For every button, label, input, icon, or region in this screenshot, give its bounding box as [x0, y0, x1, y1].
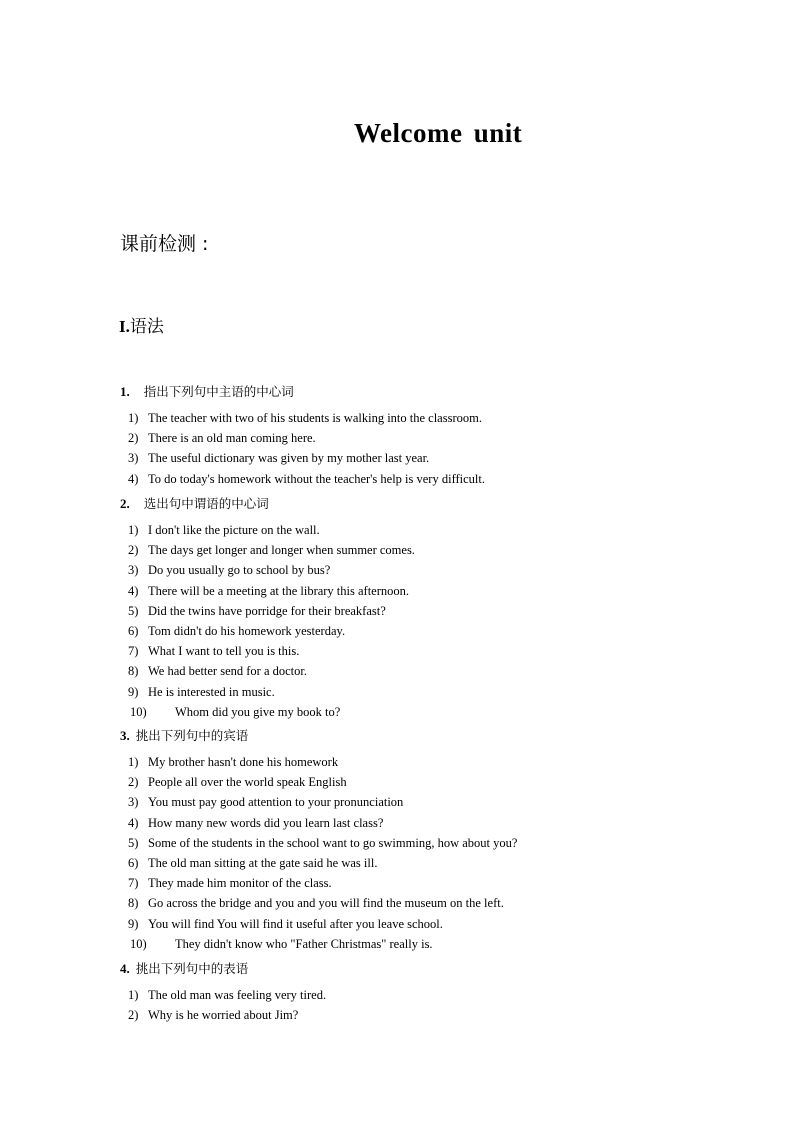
item-text: The useful dictionary was given by my mother last year.: [148, 451, 430, 466]
grammar-heading: [119, 312, 164, 337]
item-number: 2): [128, 775, 139, 790]
item-number: 2): [128, 543, 139, 558]
item-text: They made him monitor of the class.: [148, 876, 332, 891]
item-number: 10): [130, 704, 147, 719]
item-text: There is an old man coming here.: [148, 431, 316, 446]
question-list: [120, 985, 326, 1025]
list-item: [120, 772, 517, 792]
list-item: [120, 540, 415, 560]
section-number: 1.: [120, 384, 130, 399]
list-item: [120, 934, 517, 954]
item-text: The days get longer and longer when summer comes.: [148, 543, 415, 558]
section-2: [120, 494, 415, 722]
grammar-heading-label: 语法: [129, 317, 164, 337]
item-number: 4): [128, 471, 139, 486]
section-number: 2.: [120, 496, 130, 511]
section-number: 3.: [120, 728, 130, 743]
item-text: How many new words did you learn last class?: [148, 815, 384, 830]
item-text: Go across the bridge and you and you will find the museum on the left.: [148, 896, 504, 911]
section-label: 挑出下列句中的表语: [135, 961, 249, 976]
section-label: 挑出下列句中的宾语: [135, 728, 249, 743]
question-list: [120, 752, 517, 954]
list-item: [120, 469, 485, 489]
item-number: 2): [128, 431, 139, 446]
item-text: Why is he worried about Jim?: [148, 1008, 299, 1023]
item-number: 1): [128, 755, 139, 769]
item-number: 8): [128, 896, 139, 911]
item-text: I don't like the picture on the wall.: [148, 523, 320, 537]
section-heading: [120, 382, 485, 402]
item-text: People all over the world speak English: [148, 775, 347, 790]
page-title: Welcome unit: [354, 118, 523, 148]
question-list: [120, 520, 415, 722]
item-text: You must pay good attention to your pronunciation: [148, 795, 404, 810]
item-number: 3): [128, 451, 139, 466]
section-heading: [120, 959, 326, 979]
item-text: The old man was feeling very tired.: [148, 988, 327, 1002]
item-number: 2): [128, 1008, 139, 1023]
item-text: What I want to tell you is this.: [148, 644, 300, 659]
section-label: 指出下列句中主语的中心词: [143, 384, 294, 399]
section-4: [120, 959, 326, 1025]
list-item: [120, 833, 517, 853]
item-number: 4): [128, 583, 139, 598]
question-list: [120, 408, 485, 489]
item-number: 1): [128, 411, 139, 425]
item-number: 9): [128, 684, 139, 699]
list-item: [120, 752, 517, 772]
section-heading: [120, 494, 415, 514]
list-item: [120, 520, 415, 540]
list-item: [120, 621, 415, 641]
list-item: [120, 581, 415, 601]
list-item: [120, 682, 415, 702]
item-text: The teacher with two of his students is walking into the classroom.: [148, 411, 482, 425]
item-text: Some of the students in the school want to go swimming, how about you?: [148, 835, 518, 850]
section-number: 4.: [120, 961, 130, 976]
item-text: You will find You will find it useful after you leave school.: [148, 916, 443, 931]
list-item: [120, 1005, 326, 1025]
list-item: [120, 408, 485, 428]
item-number: 1): [128, 988, 139, 1002]
item-text: Tom didn't do his homework yesterday.: [148, 623, 346, 638]
list-item: [120, 792, 517, 812]
item-number: 5): [128, 835, 139, 850]
item-number: 10): [130, 936, 147, 951]
item-text: They didn't know who "Father Christmas" really is.: [175, 936, 433, 951]
list-item: [120, 985, 326, 1005]
item-text: Whom did you give my book to?: [175, 704, 341, 719]
list-item: [120, 601, 415, 621]
list-item: [120, 661, 415, 681]
item-number: 7): [128, 644, 139, 659]
item-number: 3): [128, 795, 139, 810]
list-item: [120, 428, 485, 448]
item-number: 6): [128, 623, 139, 638]
list-item: [120, 893, 517, 913]
item-text: We had better send for a doctor.: [148, 664, 308, 679]
list-item: [120, 853, 517, 873]
pretest-heading: 课前检测 :: [120, 233, 209, 255]
item-number: 9): [128, 916, 139, 931]
item-number: 3): [128, 563, 139, 578]
item-text: There will be a meeting at the library this afternoon.: [148, 583, 410, 598]
item-text: Do you usually go to school by bus?: [148, 563, 331, 578]
section-heading: [120, 726, 517, 746]
section-label: 选出句中谓语的中心词: [143, 496, 269, 511]
item-number: 6): [128, 855, 139, 870]
section-1: [120, 382, 485, 489]
item-text: Did the twins have porridge for their breakfast?: [148, 603, 386, 618]
grammar-heading-number: I.: [119, 317, 130, 336]
item-number: 5): [128, 603, 139, 618]
list-item: [120, 448, 485, 468]
item-number: 1): [128, 523, 139, 537]
item-text: He is interested in music.: [148, 684, 275, 699]
list-item: [120, 873, 517, 893]
item-text: The old man sitting at the gate said he was ill.: [148, 855, 378, 870]
section-3: [120, 726, 517, 954]
item-number: 4): [128, 815, 139, 830]
item-text: To do today's homework without the teacher's help is very difficult.: [148, 471, 486, 486]
item-number: 8): [128, 664, 139, 679]
list-item: [120, 702, 415, 722]
item-number: 7): [128, 876, 139, 891]
item-text: My brother hasn't done his homework: [148, 755, 339, 769]
list-item: [120, 914, 517, 934]
list-item: [120, 641, 415, 661]
list-item: [120, 560, 415, 580]
list-item: [120, 813, 517, 833]
